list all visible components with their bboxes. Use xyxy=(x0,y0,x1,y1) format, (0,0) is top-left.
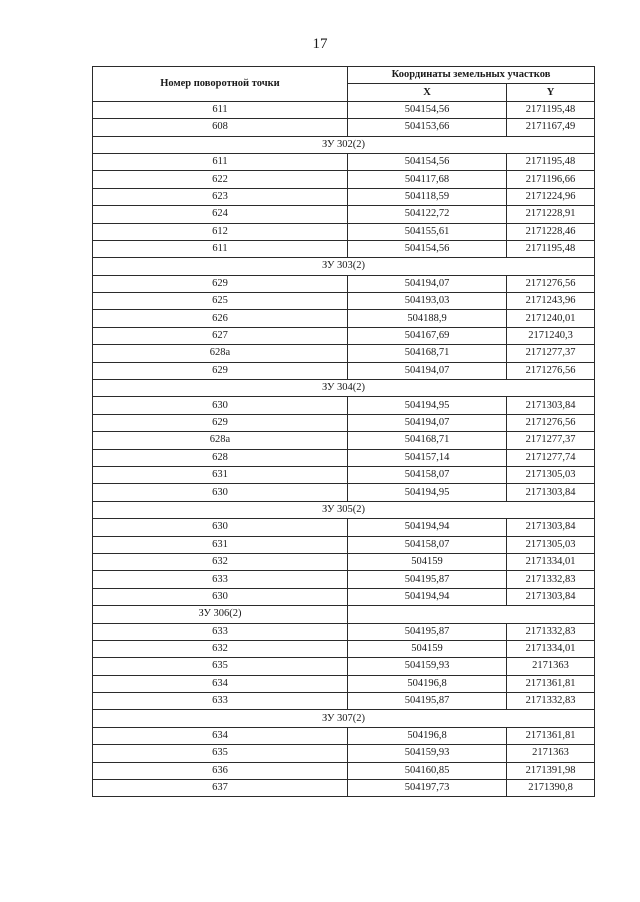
cell-point-number: 630 xyxy=(93,484,348,501)
cell-y: 2171334,01 xyxy=(507,553,595,570)
cell-x: 504194,07 xyxy=(348,362,507,379)
cell-x: 504194,94 xyxy=(348,588,507,605)
cell-point-number: 634 xyxy=(93,675,348,692)
empty-cell xyxy=(348,606,595,623)
table-row xyxy=(93,553,595,570)
cell-x: 504194,95 xyxy=(348,397,507,414)
cell-y: 2171361,81 xyxy=(507,727,595,744)
section-row xyxy=(93,136,595,153)
cell-x: 504160,85 xyxy=(348,762,507,779)
cell-point-number: 629 xyxy=(93,414,348,431)
cell-point-number: 637 xyxy=(93,780,348,797)
table-row xyxy=(93,727,595,744)
cell-point-number: 631 xyxy=(93,536,348,553)
cell-point-number: 630 xyxy=(93,397,348,414)
cell-y: 2171276,56 xyxy=(507,275,595,292)
table-row xyxy=(93,171,595,188)
cell-y: 2171228,91 xyxy=(507,206,595,223)
cell-point-number: 633 xyxy=(93,623,348,640)
cell-point-number: 634 xyxy=(93,727,348,744)
table-row xyxy=(93,762,595,779)
table-row xyxy=(93,571,595,588)
section-title: ЗУ 304(2) xyxy=(93,380,595,397)
cell-x: 504194,94 xyxy=(348,519,507,536)
cell-x: 504194,07 xyxy=(348,414,507,431)
table-row xyxy=(93,466,595,483)
table-row xyxy=(93,275,595,292)
cell-x: 504167,69 xyxy=(348,327,507,344)
table-row xyxy=(93,780,595,797)
section-row xyxy=(93,380,595,397)
cell-point-number: 629 xyxy=(93,362,348,379)
cell-point-number: 635 xyxy=(93,658,348,675)
section-title: ЗУ 303(2) xyxy=(93,258,595,275)
cell-point-number: 632 xyxy=(93,553,348,570)
cell-point-number: 611 xyxy=(93,101,348,118)
cell-y: 2171303,84 xyxy=(507,588,595,605)
cell-point-number: 633 xyxy=(93,693,348,710)
section-title: ЗУ 305(2) xyxy=(93,501,595,518)
cell-y: 2171240,01 xyxy=(507,310,595,327)
cell-x: 504153,66 xyxy=(348,119,507,136)
cell-x: 504194,95 xyxy=(348,484,507,501)
cell-y: 2171332,83 xyxy=(507,571,595,588)
table-row xyxy=(93,623,595,640)
cell-point-number: 630 xyxy=(93,588,348,605)
cell-point-number: 623 xyxy=(93,188,348,205)
cell-y: 2171167,49 xyxy=(507,119,595,136)
table-row xyxy=(93,675,595,692)
cell-point-number: 636 xyxy=(93,762,348,779)
cell-point-number: 632 xyxy=(93,640,348,657)
cell-point-number: 629 xyxy=(93,275,348,292)
table-row xyxy=(93,519,595,536)
table-row xyxy=(93,693,595,710)
cell-y: 2171390,8 xyxy=(507,780,595,797)
cell-x: 504195,87 xyxy=(348,623,507,640)
cell-x: 504168,71 xyxy=(348,345,507,362)
page-number: 17 xyxy=(312,36,328,52)
cell-y: 2171332,83 xyxy=(507,623,595,640)
cell-x: 504122,72 xyxy=(348,206,507,223)
cell-point-number: 625 xyxy=(93,293,348,310)
cell-y: 2171334,01 xyxy=(507,640,595,657)
cell-y: 2171363 xyxy=(507,745,595,762)
cell-x: 504195,87 xyxy=(348,571,507,588)
cell-y: 2171305,03 xyxy=(507,536,595,553)
cell-y: 2171303,84 xyxy=(507,484,595,501)
cell-x: 504117,68 xyxy=(348,171,507,188)
cell-point-number: 626 xyxy=(93,310,348,327)
section-title: ЗУ 307(2) xyxy=(93,710,595,727)
cell-y: 2171391,98 xyxy=(507,762,595,779)
cell-x: 504157,14 xyxy=(348,449,507,466)
cell-y: 2171361,81 xyxy=(507,675,595,692)
table-row xyxy=(93,658,595,675)
cell-x: 504154,56 xyxy=(348,240,507,257)
cell-point-number: 631 xyxy=(93,466,348,483)
cell-x: 504158,07 xyxy=(348,466,507,483)
cell-y: 2171240,3 xyxy=(507,327,595,344)
header-y: Y xyxy=(507,84,595,101)
cell-x: 504159,93 xyxy=(348,745,507,762)
cell-y: 2171196,66 xyxy=(507,171,595,188)
table-row xyxy=(93,206,595,223)
table-row xyxy=(93,362,595,379)
table-row xyxy=(93,588,595,605)
cell-y: 2171305,03 xyxy=(507,466,595,483)
cell-y: 2171277,74 xyxy=(507,449,595,466)
table-header xyxy=(93,67,595,102)
cell-y: 2171276,56 xyxy=(507,362,595,379)
cell-point-number: 611 xyxy=(93,153,348,170)
table-row xyxy=(93,449,595,466)
cell-point-number: 630 xyxy=(93,519,348,536)
cell-y: 2171276,56 xyxy=(507,414,595,431)
cell-y: 2171228,46 xyxy=(507,223,595,240)
cell-y: 2171363 xyxy=(507,658,595,675)
cell-x: 504196,8 xyxy=(348,727,507,744)
table-row xyxy=(93,484,595,501)
header-x: X xyxy=(348,84,507,101)
cell-x: 504159,93 xyxy=(348,658,507,675)
cell-y: 2171277,37 xyxy=(507,345,595,362)
table-row xyxy=(93,745,595,762)
table-row xyxy=(93,293,595,310)
cell-point-number: 628а xyxy=(93,345,348,362)
cell-x: 504195,87 xyxy=(348,693,507,710)
table-body xyxy=(93,101,595,797)
table-row xyxy=(93,414,595,431)
cell-x: 504158,07 xyxy=(348,536,507,553)
section-row xyxy=(93,501,595,518)
cell-point-number: 622 xyxy=(93,171,348,188)
table-row xyxy=(93,153,595,170)
cell-point-number: 633 xyxy=(93,571,348,588)
cell-point-number: 608 xyxy=(93,119,348,136)
cell-point-number: 635 xyxy=(93,745,348,762)
cell-y: 2171224,96 xyxy=(507,188,595,205)
table-row xyxy=(93,188,595,205)
cell-point-number: 624 xyxy=(93,206,348,223)
cell-x: 504168,71 xyxy=(348,432,507,449)
section-row xyxy=(93,710,595,727)
header-point-number: Номер поворотной точки xyxy=(93,67,348,102)
header-coordinates: Координаты земельных участков xyxy=(348,67,595,84)
cell-point-number: 611 xyxy=(93,240,348,257)
cell-point-number: 612 xyxy=(93,223,348,240)
table-row xyxy=(93,240,595,257)
cell-point-number: 628 xyxy=(93,449,348,466)
section-title: ЗУ 302(2) xyxy=(93,136,595,153)
cell-y: 2171243,96 xyxy=(507,293,595,310)
cell-point-number: 628а xyxy=(93,432,348,449)
coordinates-table xyxy=(92,66,595,797)
table-row xyxy=(93,432,595,449)
table-row xyxy=(93,397,595,414)
cell-y: 2171332,83 xyxy=(507,693,595,710)
cell-x: 504154,56 xyxy=(348,101,507,118)
table-row xyxy=(93,345,595,362)
cell-x: 504188,9 xyxy=(348,310,507,327)
table-row xyxy=(93,310,595,327)
cell-x: 504118,59 xyxy=(348,188,507,205)
table-row xyxy=(93,327,595,344)
cell-x: 504154,56 xyxy=(348,153,507,170)
cell-x: 504159 xyxy=(348,640,507,657)
cell-x: 504193,03 xyxy=(348,293,507,310)
cell-x: 504194,07 xyxy=(348,275,507,292)
section-row xyxy=(93,606,595,623)
cell-y: 2171195,48 xyxy=(507,153,595,170)
table-row xyxy=(93,119,595,136)
table-row xyxy=(93,101,595,118)
table-row xyxy=(93,536,595,553)
cell-x: 504159 xyxy=(348,553,507,570)
table-row xyxy=(93,223,595,240)
cell-x: 504197,73 xyxy=(348,780,507,797)
cell-point-number: 627 xyxy=(93,327,348,344)
table-row xyxy=(93,640,595,657)
section-row xyxy=(93,258,595,275)
cell-y: 2171195,48 xyxy=(507,101,595,118)
cell-y: 2171195,48 xyxy=(507,240,595,257)
cell-x: 504196,8 xyxy=(348,675,507,692)
cell-y: 2171303,84 xyxy=(507,397,595,414)
section-title: ЗУ 306(2) xyxy=(93,606,348,623)
cell-y: 2171303,84 xyxy=(507,519,595,536)
cell-x: 504155,61 xyxy=(348,223,507,240)
cell-y: 2171277,37 xyxy=(507,432,595,449)
